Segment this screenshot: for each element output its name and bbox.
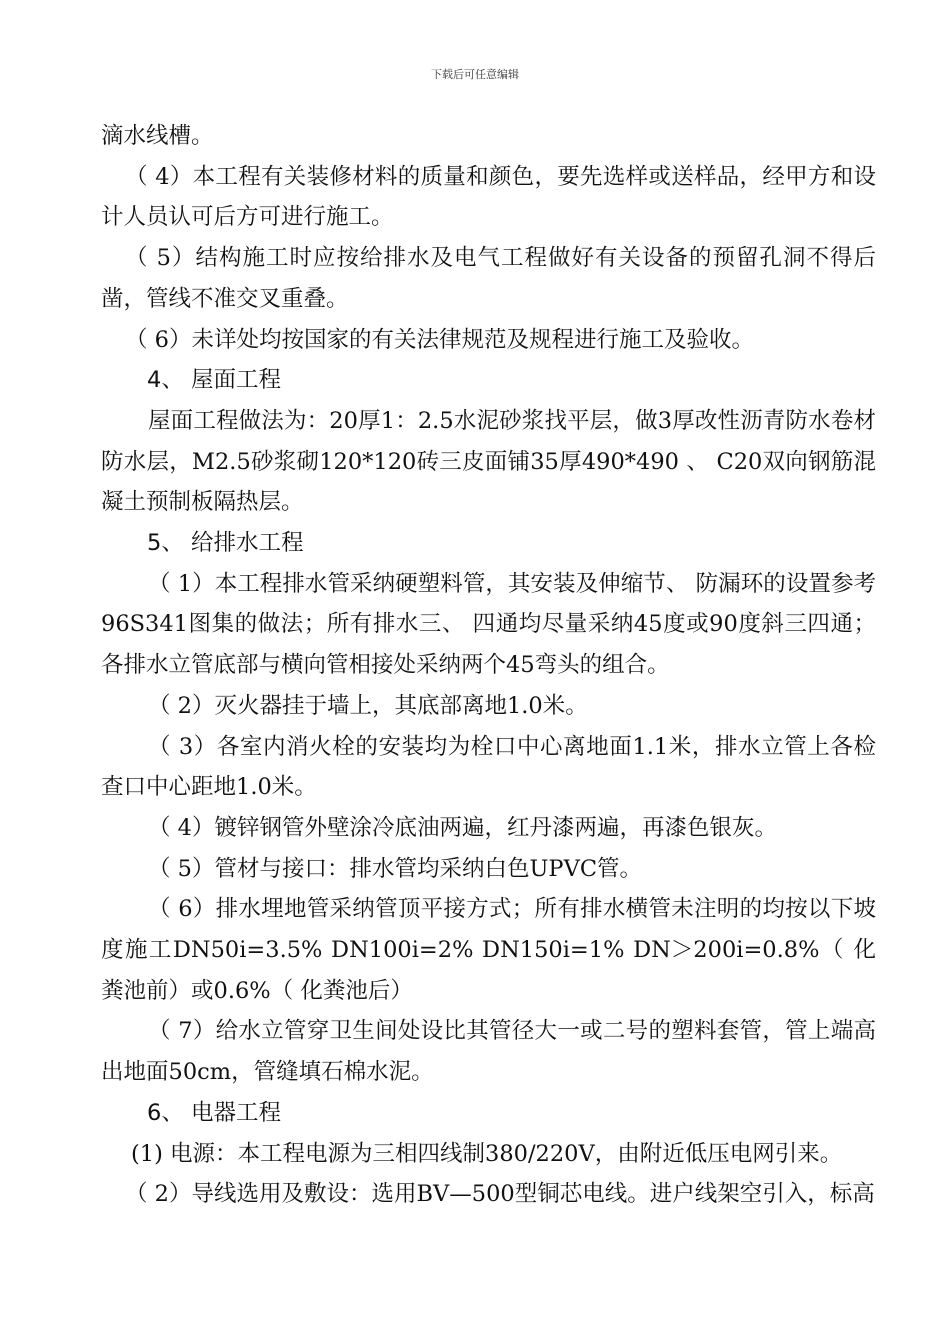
paragraph: （ 3）各室内消火栓的安装均为栓口中心离地面1.1米，排水立管上各检查口中心距地1.0米。 [101,733,876,801]
page-header: 下载后可任意编辑 [431,68,519,81]
paragraph: （ 5）管材与接口：排水管均采纳白色UPVC管。 [148,855,643,882]
document-body [101,116,876,1215]
paragraph: （ 1）本工程排水管采纳硬塑料管，其安装及伸缩节、 防漏环的设置参考96S341图集的做法；所有排水三、 四通均尽量采纳45度或90度斜三四通；各排水立管底部与横向管相接处采纳两个45弯头的组合。 [101,570,876,679]
section-heading: 5、 给排水工程 [147,530,304,557]
paragraph: （ 2）导线选用及敷设：选用BV—500型铜芯电线。进户线架空引入，标高 [125,1181,875,1208]
paragraph: （ 4）本工程有关装修材料的质量和颜色，要先选样或送样品，经甲方和设计人员认可后方可进行施工。 [101,163,876,231]
paragraph: （ 6）排水埋地管采纳管顶平接方式；所有排水横管未注明的均按以下坡度施工DN50i=3.5% DN100i=2% DN150i=1% DN＞200i=0.8%（ 化粪池前）或0.6%（ 化粪池后） [101,896,876,1004]
section-heading: 4、 屋面工程 [147,367,281,394]
paragraph: （ 2）灭火器挂于墙上，其底部离地1.0米。 [148,692,588,719]
paragraph: (1) 电源：本工程电源为三相四线制380/220V，由附近低压电网引来。 [131,1140,843,1167]
paragraph: （ 6）未详处均按国家的有关法律规范及规程进行施工及验收。 [125,326,754,353]
paragraph: （ 5）结构施工时应按给排水及电气工程做好有关设备的预留孔洞不得后凿，管线不准交叉重叠。 [101,245,876,312]
paragraph: 滴水线槽。 [101,123,214,149]
paragraph: （ 7）给水立管穿卫生间处设比其管径大一或二号的塑料套管，管上端高出地面50cm，管缝填石棉水泥。 [101,1018,876,1086]
paragraph: 屋面工程做法为：20厚1：2.5水泥砂浆找平层，做3厚改性沥青防水卷材防水层，M2.5砂浆砌120*120砖三皮面铺35厚490*490 、 C20双向钢筋混凝土预制板隔热层。 [101,407,876,516]
paragraph: （ 4）镀锌钢管外壁涂冷底油两遍，红丹漆两遍，再漆色银灰。 [148,814,777,841]
section-heading: 6、 电器工程 [147,1099,281,1126]
